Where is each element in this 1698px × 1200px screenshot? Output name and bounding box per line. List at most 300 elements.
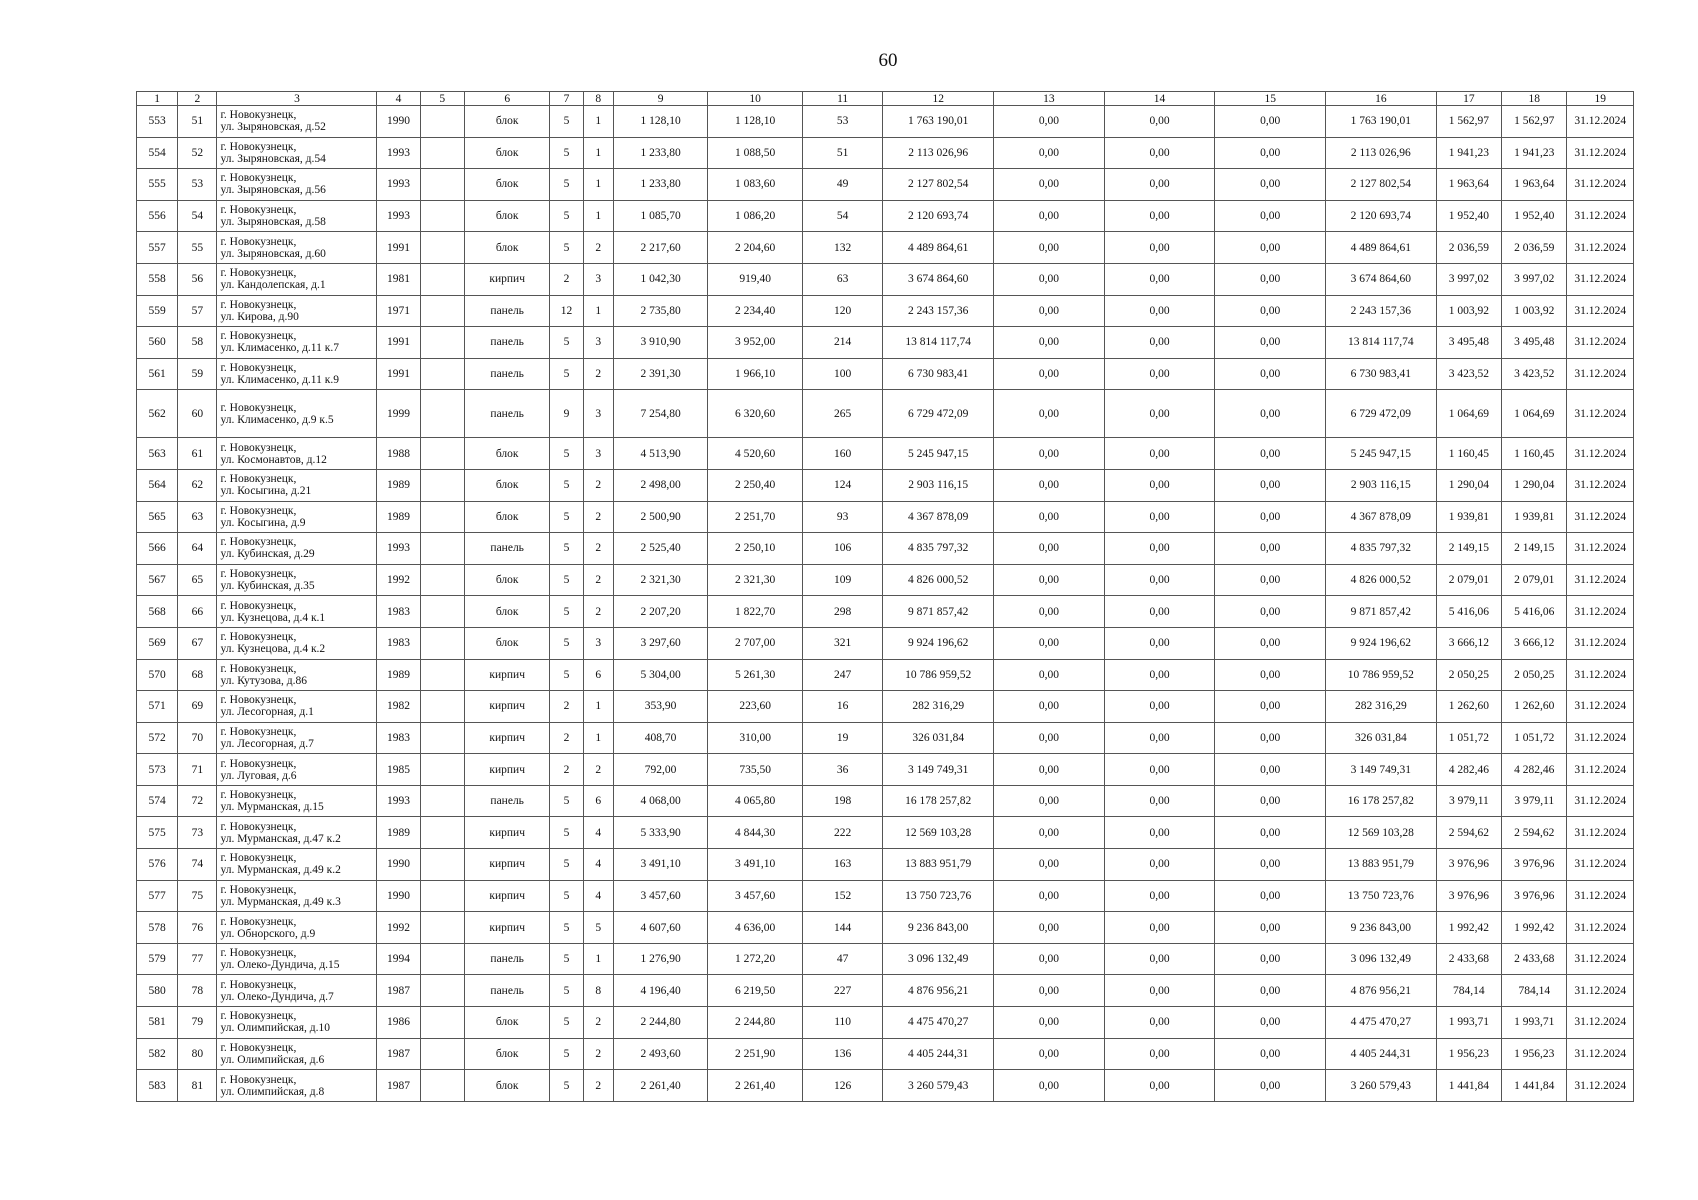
col-15-cell: 0,00 (1215, 975, 1326, 1007)
wall-material-cell: панель (464, 975, 550, 1007)
wall-material-cell: блок (464, 137, 550, 169)
area-total-cell: 5 333,90 (613, 817, 708, 849)
build-year-cell: 1991 (377, 232, 420, 264)
col-13-cell: 0,00 (994, 137, 1105, 169)
row-number-cell: 583 (137, 1070, 178, 1102)
address-street: ул. Кузнецова, д.4 к.1 (220, 611, 326, 624)
table-row (137, 975, 1634, 1007)
col-14-cell: 0,00 (1104, 722, 1215, 754)
deadline-date-cell: 31.12.2024 (1567, 943, 1634, 975)
cost-total-cell: 6 729 472,09 (883, 390, 994, 438)
floors-cell: 5 (550, 880, 583, 912)
col-13-cell: 0,00 (994, 469, 1105, 501)
col-5-cell (420, 390, 464, 438)
table-row (137, 722, 1634, 754)
col-15-cell: 0,00 (1215, 912, 1326, 944)
col-13-cell: 0,00 (994, 232, 1105, 264)
cost-total-cell: 12 569 103,28 (883, 817, 994, 849)
address-city: г. Новокузнецк, (220, 330, 297, 343)
entrances-cell: 2 (583, 1070, 613, 1102)
floors-cell: 5 (550, 501, 583, 533)
area-total-cell: 1 276,90 (613, 943, 708, 975)
cost-total-cell: 3 260 579,43 (883, 1070, 994, 1102)
area-total-cell: 7 254,80 (613, 390, 708, 438)
table-row (137, 912, 1634, 944)
col-15-cell: 0,00 (1215, 438, 1326, 470)
build-year-cell: 1982 (377, 691, 420, 723)
floors-cell: 2 (550, 754, 583, 786)
entrances-cell: 4 (583, 849, 613, 881)
cost-per-m2-limit-cell: 1 064,69 (1502, 390, 1567, 438)
col-14-cell: 0,00 (1104, 627, 1215, 659)
wall-material-cell: блок (464, 1070, 550, 1102)
col-15-cell: 0,00 (1215, 754, 1326, 786)
address-cell (217, 263, 377, 295)
build-year-cell: 1983 (377, 596, 420, 628)
address-city: г. Новокузнецк, (220, 599, 297, 612)
subrow-number-cell: 52 (178, 137, 217, 169)
wall-material-cell: панель (464, 943, 550, 975)
table-row (137, 943, 1634, 975)
col-15-cell: 0,00 (1215, 169, 1326, 201)
col-5-cell (420, 533, 464, 565)
row-number-cell: 559 (137, 295, 178, 327)
floors-cell: 5 (550, 200, 583, 232)
address-city: г. Новокузнецк, (220, 401, 297, 414)
build-year-cell: 1994 (377, 943, 420, 975)
column-number-18: 18 (1502, 92, 1567, 106)
cost-total-cell: 13 883 951,79 (883, 849, 994, 881)
address-city: г. Новокузнецк, (220, 235, 297, 248)
cost-final-cell: 6 730 983,41 (1326, 358, 1437, 390)
wall-material-cell: блок (464, 627, 550, 659)
cost-final-cell: 12 569 103,28 (1326, 817, 1437, 849)
area-living-cell: 1 083,60 (708, 169, 803, 201)
cost-per-m2-cell: 1 939,81 (1436, 501, 1501, 533)
address-cell (217, 596, 377, 628)
cost-per-m2-limit-cell: 3 976,96 (1502, 880, 1567, 912)
area-living-cell: 4 636,00 (708, 912, 803, 944)
column-number-12: 12 (883, 92, 994, 106)
table-row (137, 295, 1634, 327)
cost-per-m2-cell: 2 050,25 (1436, 659, 1501, 691)
residents-cell: 144 (802, 912, 882, 944)
cost-final-cell: 13 750 723,76 (1326, 880, 1437, 912)
floors-cell: 5 (550, 358, 583, 390)
col-13-cell: 0,00 (994, 1007, 1105, 1039)
col-15-cell: 0,00 (1215, 137, 1326, 169)
col-15-cell: 0,00 (1215, 469, 1326, 501)
cost-final-cell: 4 405 244,31 (1326, 1038, 1437, 1070)
cost-per-m2-limit-cell: 784,14 (1502, 975, 1567, 1007)
col-15-cell: 0,00 (1215, 1038, 1326, 1070)
cost-total-cell: 16 178 257,82 (883, 785, 994, 817)
subrow-number-cell: 63 (178, 501, 217, 533)
entrances-cell: 1 (583, 137, 613, 169)
wall-material-cell: кирпич (464, 912, 550, 944)
entrances-cell: 1 (583, 200, 613, 232)
cost-final-cell: 2 120 693,74 (1326, 200, 1437, 232)
col-14-cell: 0,00 (1104, 358, 1215, 390)
col-15-cell: 0,00 (1215, 564, 1326, 596)
entrances-cell: 4 (583, 880, 613, 912)
col-15-cell: 0,00 (1215, 943, 1326, 975)
entrances-cell: 2 (583, 533, 613, 565)
area-total-cell: 4 068,00 (613, 785, 708, 817)
address-city: г. Новокузнецк, (220, 1073, 297, 1086)
col-15-cell: 0,00 (1215, 295, 1326, 327)
deadline-date-cell: 31.12.2024 (1567, 785, 1634, 817)
area-total-cell: 2 321,30 (613, 564, 708, 596)
col-13-cell: 0,00 (994, 501, 1105, 533)
table-row (137, 169, 1634, 201)
cost-final-cell: 16 178 257,82 (1326, 785, 1437, 817)
cost-per-m2-limit-cell: 3 997,02 (1502, 263, 1567, 295)
area-total-cell: 3 457,60 (613, 880, 708, 912)
subrow-number-cell: 80 (178, 1038, 217, 1070)
col-15-cell: 0,00 (1215, 1070, 1326, 1102)
cost-per-m2-limit-cell: 2 050,25 (1502, 659, 1567, 691)
build-year-cell: 1990 (377, 880, 420, 912)
col-5-cell (420, 754, 464, 786)
table-row (137, 880, 1634, 912)
cost-total-cell: 10 786 959,52 (883, 659, 994, 691)
cost-per-m2-cell: 1 441,84 (1436, 1070, 1501, 1102)
build-year-cell: 1993 (377, 200, 420, 232)
col-15-cell: 0,00 (1215, 232, 1326, 264)
deadline-date-cell: 31.12.2024 (1567, 1007, 1634, 1039)
address-city: г. Новокузнецк, (220, 820, 297, 833)
cost-per-m2-limit-cell: 2 149,15 (1502, 533, 1567, 565)
deadline-date-cell: 31.12.2024 (1567, 390, 1634, 438)
floors-cell: 12 (550, 295, 583, 327)
cost-per-m2-cell: 1 562,97 (1436, 106, 1501, 138)
cost-final-cell: 4 475 470,27 (1326, 1007, 1437, 1039)
cost-per-m2-limit-cell: 1 441,84 (1502, 1070, 1567, 1102)
col-13-cell: 0,00 (994, 722, 1105, 754)
build-year-cell: 1991 (377, 358, 420, 390)
col-15-cell: 0,00 (1215, 849, 1326, 881)
address-cell (217, 469, 377, 501)
cost-total-cell: 4 835 797,32 (883, 533, 994, 565)
subrow-number-cell: 54 (178, 200, 217, 232)
floors-cell: 5 (550, 232, 583, 264)
address-city: г. Новокузнецк, (220, 473, 297, 486)
column-number-6: 6 (464, 92, 550, 106)
col-14-cell: 0,00 (1104, 390, 1215, 438)
area-total-cell: 2 493,60 (613, 1038, 708, 1070)
build-year-cell: 1987 (377, 1070, 420, 1102)
build-year-cell: 1981 (377, 263, 420, 295)
area-living-cell: 4 065,80 (708, 785, 803, 817)
cost-per-m2-limit-cell: 4 282,46 (1502, 754, 1567, 786)
row-number-cell: 573 (137, 754, 178, 786)
residents-cell: 214 (802, 327, 882, 359)
deadline-date-cell: 31.12.2024 (1567, 501, 1634, 533)
cost-per-m2-limit-cell: 2 036,59 (1502, 232, 1567, 264)
col-13-cell: 0,00 (994, 849, 1105, 881)
address-street: ул. Мурманская, д.49 к.2 (220, 864, 341, 877)
cost-final-cell: 3 260 579,43 (1326, 1070, 1437, 1102)
area-living-cell: 2 261,40 (708, 1070, 803, 1102)
row-number-cell: 555 (137, 169, 178, 201)
col-13-cell: 0,00 (994, 627, 1105, 659)
deadline-date-cell: 31.12.2024 (1567, 691, 1634, 723)
area-total-cell: 1 042,30 (613, 263, 708, 295)
table-row (137, 106, 1634, 138)
address-cell (217, 754, 377, 786)
entrances-cell: 3 (583, 627, 613, 659)
address-cell (217, 533, 377, 565)
address-city: г. Новокузнецк, (220, 789, 297, 802)
floors-cell: 2 (550, 691, 583, 723)
deadline-date-cell: 31.12.2024 (1567, 659, 1634, 691)
subrow-number-cell: 65 (178, 564, 217, 596)
col-15-cell: 0,00 (1215, 358, 1326, 390)
wall-material-cell: блок (464, 1038, 550, 1070)
table-row (137, 200, 1634, 232)
address-city: г. Новокузнецк, (220, 362, 297, 375)
cost-total-cell: 4 405 244,31 (883, 1038, 994, 1070)
entrances-cell: 1 (583, 169, 613, 201)
deadline-date-cell: 31.12.2024 (1567, 533, 1634, 565)
floors-cell: 5 (550, 564, 583, 596)
address-cell (217, 975, 377, 1007)
area-living-cell: 3 952,00 (708, 327, 803, 359)
wall-material-cell: блок (464, 501, 550, 533)
build-year-cell: 1983 (377, 627, 420, 659)
deadline-date-cell: 31.12.2024 (1567, 880, 1634, 912)
residents-cell: 222 (802, 817, 882, 849)
wall-material-cell: кирпич (464, 817, 550, 849)
subrow-number-cell: 53 (178, 169, 217, 201)
col-14-cell: 0,00 (1104, 754, 1215, 786)
build-year-cell: 1971 (377, 295, 420, 327)
entrances-cell: 1 (583, 295, 613, 327)
subrow-number-cell: 51 (178, 106, 217, 138)
table-row (137, 1070, 1634, 1102)
col-14-cell: 0,00 (1104, 564, 1215, 596)
cost-per-m2-cell: 1 290,04 (1436, 469, 1501, 501)
col-5-cell (420, 137, 464, 169)
address-cell (217, 1038, 377, 1070)
subrow-number-cell: 61 (178, 438, 217, 470)
table-row (137, 263, 1634, 295)
column-number-row (137, 92, 1634, 106)
floors-cell: 5 (550, 849, 583, 881)
area-living-cell: 1 822,70 (708, 596, 803, 628)
row-number-cell: 568 (137, 596, 178, 628)
column-number-1: 1 (137, 92, 178, 106)
deadline-date-cell: 31.12.2024 (1567, 438, 1634, 470)
row-number-cell: 569 (137, 627, 178, 659)
column-number-4: 4 (377, 92, 420, 106)
deadline-date-cell: 31.12.2024 (1567, 232, 1634, 264)
entrances-cell: 2 (583, 232, 613, 264)
column-number-9: 9 (613, 92, 708, 106)
cost-total-cell: 13 814 117,74 (883, 327, 994, 359)
table-row (137, 596, 1634, 628)
col-5-cell (420, 501, 464, 533)
cost-total-cell: 2 113 026,96 (883, 137, 994, 169)
col-15-cell: 0,00 (1215, 785, 1326, 817)
column-number-16: 16 (1326, 92, 1437, 106)
address-cell (217, 1070, 377, 1102)
residents-cell: 132 (802, 232, 882, 264)
floors-cell: 9 (550, 390, 583, 438)
build-year-cell: 1989 (377, 817, 420, 849)
address-city: г. Новокузнецк, (220, 1041, 297, 1054)
build-year-cell: 1993 (377, 137, 420, 169)
table-row (137, 627, 1634, 659)
entrances-cell: 5 (583, 912, 613, 944)
address-street: ул. Кузнецова, д.4 к.2 (220, 643, 326, 656)
cost-per-m2-cell: 784,14 (1436, 975, 1501, 1007)
address-street: ул. Лесогорная, д.7 (220, 737, 314, 750)
col-14-cell: 0,00 (1104, 469, 1215, 501)
cost-per-m2-cell: 1 051,72 (1436, 722, 1501, 754)
address-cell (217, 501, 377, 533)
cost-per-m2-limit-cell: 3 495,48 (1502, 327, 1567, 359)
cost-per-m2-cell: 1 963,64 (1436, 169, 1501, 201)
address-street: ул. Зыряновская, д.58 (220, 216, 326, 229)
area-living-cell: 310,00 (708, 722, 803, 754)
address-cell (217, 659, 377, 691)
area-living-cell: 2 250,40 (708, 469, 803, 501)
col-14-cell: 0,00 (1104, 659, 1215, 691)
row-number-cell: 556 (137, 200, 178, 232)
floors-cell: 5 (550, 327, 583, 359)
residents-cell: 36 (802, 754, 882, 786)
row-number-cell: 558 (137, 263, 178, 295)
floors-cell: 2 (550, 722, 583, 754)
address-street: ул. Кубинская, д.29 (220, 548, 315, 561)
address-city: г. Новокузнецк, (220, 725, 297, 738)
cost-final-cell: 13 883 951,79 (1326, 849, 1437, 881)
build-year-cell: 1989 (377, 501, 420, 533)
col-14-cell: 0,00 (1104, 817, 1215, 849)
floors-cell: 5 (550, 659, 583, 691)
subrow-number-cell: 60 (178, 390, 217, 438)
deadline-date-cell: 31.12.2024 (1567, 1038, 1634, 1070)
cost-per-m2-cell: 1 952,40 (1436, 200, 1501, 232)
wall-material-cell: блок (464, 106, 550, 138)
cost-total-cell: 2 903 116,15 (883, 469, 994, 501)
cost-per-m2-limit-cell: 3 976,96 (1502, 849, 1567, 881)
entrances-cell: 4 (583, 817, 613, 849)
row-number-cell: 577 (137, 880, 178, 912)
floors-cell: 5 (550, 1007, 583, 1039)
address-cell (217, 943, 377, 975)
col-15-cell: 0,00 (1215, 327, 1326, 359)
floors-cell: 5 (550, 975, 583, 1007)
area-total-cell: 3 910,90 (613, 327, 708, 359)
deadline-date-cell: 31.12.2024 (1567, 106, 1634, 138)
deadline-date-cell: 31.12.2024 (1567, 1070, 1634, 1102)
area-living-cell: 2 234,40 (708, 295, 803, 327)
row-number-cell: 553 (137, 106, 178, 138)
cost-per-m2-limit-cell: 1 290,04 (1502, 469, 1567, 501)
cost-per-m2-cell: 1 993,71 (1436, 1007, 1501, 1039)
address-street: ул. Олимпийская, д.10 (220, 1022, 331, 1035)
build-year-cell: 1987 (377, 975, 420, 1007)
cost-per-m2-cell: 3 997,02 (1436, 263, 1501, 295)
col-15-cell: 0,00 (1215, 627, 1326, 659)
col-5-cell (420, 106, 464, 138)
col-5-cell (420, 691, 464, 723)
address-street: ул. Олеко-Дундича, д.15 (220, 959, 340, 972)
area-living-cell: 2 251,70 (708, 501, 803, 533)
address-cell (217, 817, 377, 849)
col-13-cell: 0,00 (994, 564, 1105, 596)
subrow-number-cell: 57 (178, 295, 217, 327)
wall-material-cell: кирпич (464, 263, 550, 295)
wall-material-cell: блок (464, 438, 550, 470)
col-13-cell: 0,00 (994, 327, 1105, 359)
col-14-cell: 0,00 (1104, 169, 1215, 201)
subrow-number-cell: 67 (178, 627, 217, 659)
cost-final-cell: 6 729 472,09 (1326, 390, 1437, 438)
cost-total-cell: 4 489 864,61 (883, 232, 994, 264)
col-14-cell: 0,00 (1104, 501, 1215, 533)
address-city: г. Новокузнецк, (220, 204, 297, 217)
floors-cell: 5 (550, 912, 583, 944)
area-total-cell: 4 607,60 (613, 912, 708, 944)
wall-material-cell: панель (464, 390, 550, 438)
col-13-cell: 0,00 (994, 1070, 1105, 1102)
cost-per-m2-limit-cell: 3 666,12 (1502, 627, 1567, 659)
table-row (137, 659, 1634, 691)
col-5-cell (420, 1007, 464, 1039)
cost-total-cell: 3 096 132,49 (883, 943, 994, 975)
residents-cell: 110 (802, 1007, 882, 1039)
cost-final-cell: 2 113 026,96 (1326, 137, 1437, 169)
address-street: ул. Космонавтов, д.12 (220, 453, 327, 466)
col-5-cell (420, 169, 464, 201)
column-number-14: 14 (1104, 92, 1215, 106)
address-street: ул. Косыгина, д.21 (220, 485, 312, 498)
residents-cell: 247 (802, 659, 882, 691)
col-5-cell (420, 722, 464, 754)
address-cell (217, 295, 377, 327)
address-city: г. Новокузнецк, (220, 298, 297, 311)
address-cell (217, 358, 377, 390)
floors-cell: 5 (550, 169, 583, 201)
address-city: г. Новокузнецк, (220, 109, 297, 122)
cost-per-m2-limit-cell: 1 051,72 (1502, 722, 1567, 754)
build-year-cell: 1990 (377, 849, 420, 881)
residents-cell: 152 (802, 880, 882, 912)
subrow-number-cell: 70 (178, 722, 217, 754)
col-13-cell: 0,00 (994, 975, 1105, 1007)
area-living-cell: 735,50 (708, 754, 803, 786)
row-number-cell: 567 (137, 564, 178, 596)
address-street: ул. Зыряновская, д.56 (220, 184, 326, 197)
wall-material-cell: кирпич (464, 880, 550, 912)
wall-material-cell: блок (464, 1007, 550, 1039)
address-city: г. Новокузнецк, (220, 662, 297, 675)
entrances-cell: 1 (583, 691, 613, 723)
col-15-cell: 0,00 (1215, 880, 1326, 912)
column-number-10: 10 (708, 92, 803, 106)
cost-per-m2-cell: 1 262,60 (1436, 691, 1501, 723)
wall-material-cell: панель (464, 358, 550, 390)
table-row (137, 754, 1634, 786)
address-cell (217, 785, 377, 817)
cost-final-cell: 13 814 117,74 (1326, 327, 1437, 359)
area-living-cell: 2 707,00 (708, 627, 803, 659)
address-street: ул. Климасенко, д.11 к.7 (220, 342, 339, 355)
